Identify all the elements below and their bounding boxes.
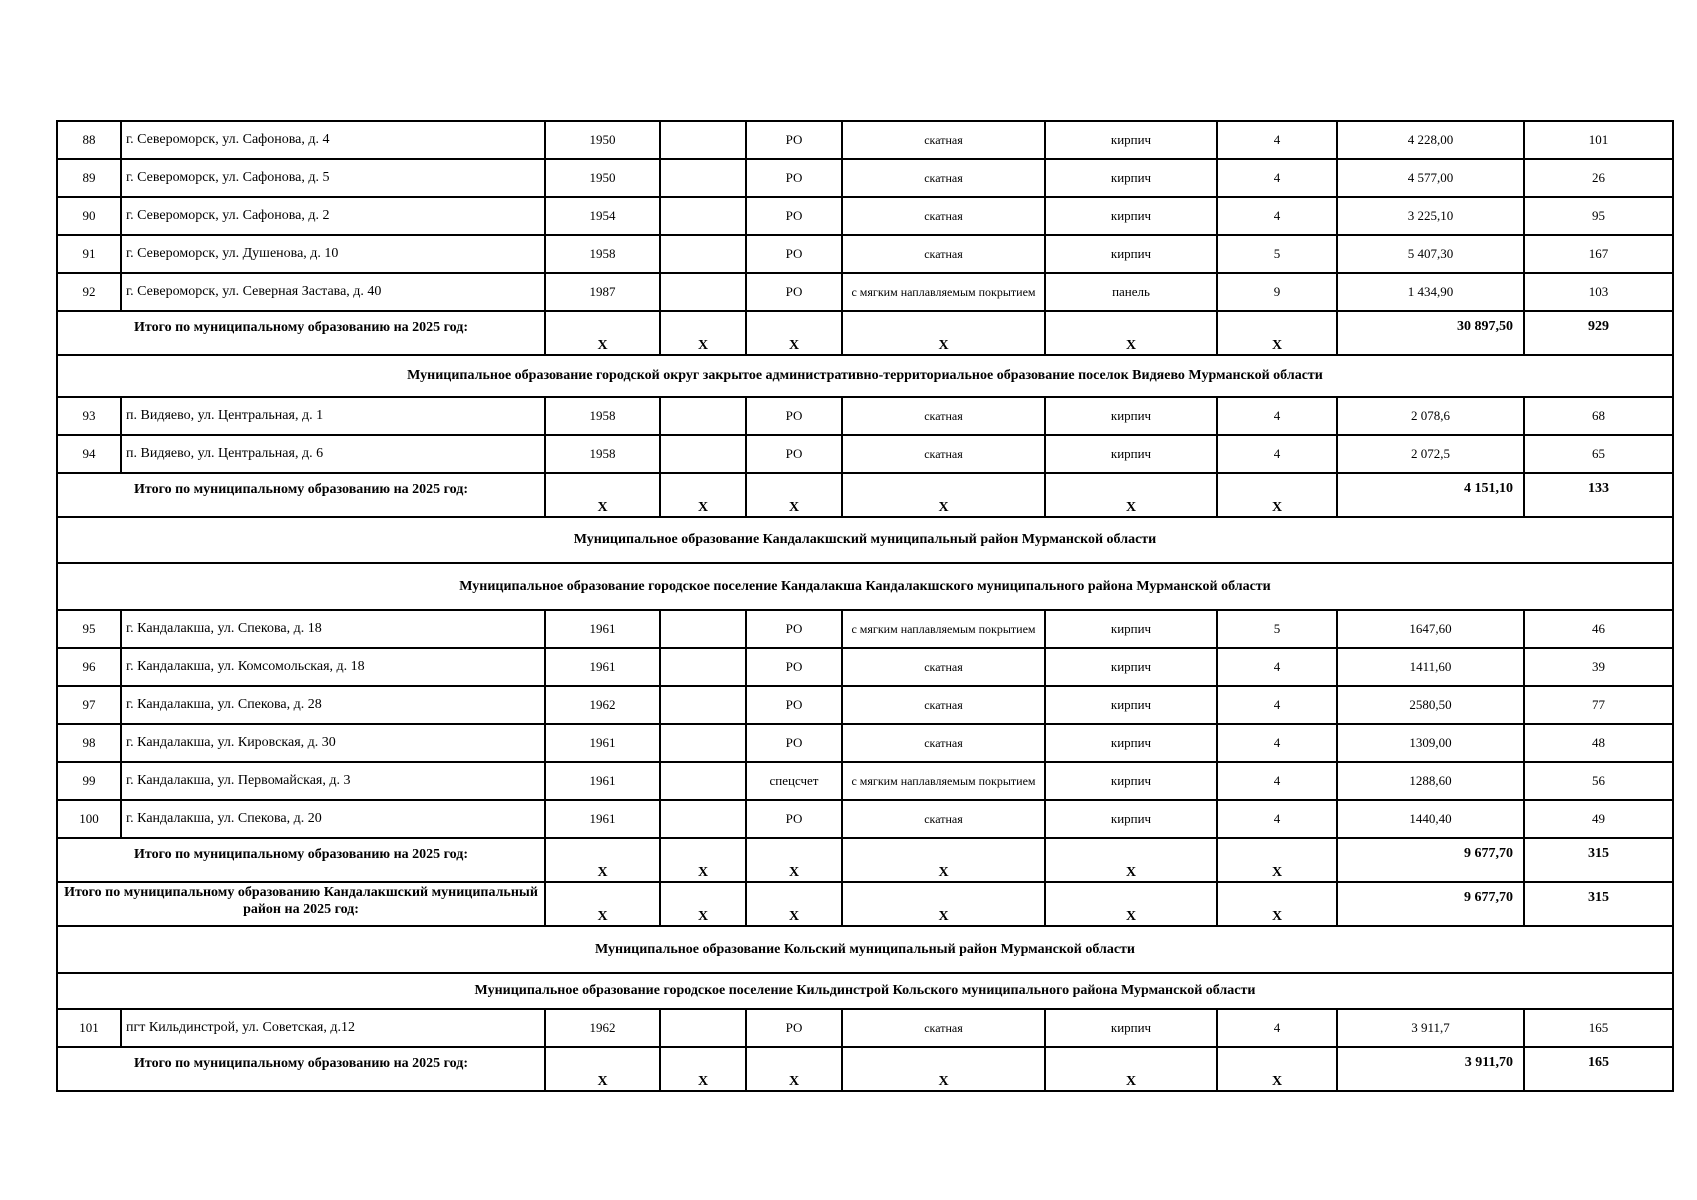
fund-formation-method: РО: [746, 121, 842, 159]
construction-year: 1962: [545, 1009, 660, 1047]
wall-material: кирпич: [1045, 762, 1217, 800]
house-address: г. Североморск, ул. Душенова, д. 10: [121, 235, 545, 273]
subtotal-area-sum: 3 911,70: [1337, 1047, 1524, 1091]
table-row: [57, 397, 1673, 435]
subtotal-row: [57, 838, 1673, 882]
subtotal-resident-count: 315: [1524, 838, 1673, 882]
total-area: 3 911,7: [1337, 1009, 1524, 1047]
empty-cell: [660, 762, 746, 800]
table-row: [57, 762, 1673, 800]
subtotal-x-mark: X: [660, 882, 746, 926]
wall-material: кирпич: [1045, 197, 1217, 235]
total-area: 1309,00: [1337, 724, 1524, 762]
fund-formation-method: РО: [746, 197, 842, 235]
municipality-title: Муниципальное образование Кандалакшский муниципальный район Мурманской области: [57, 517, 1673, 563]
subtotal-row: [57, 882, 1673, 926]
total-area: 2 078,6: [1337, 397, 1524, 435]
resident-count: 48: [1524, 724, 1673, 762]
house-address: г. Североморск, ул. Сафонова, д. 2: [121, 197, 545, 235]
floor-count: 4: [1217, 121, 1337, 159]
table-row: [57, 1009, 1673, 1047]
row-number: 89: [57, 159, 121, 197]
roof-type: скатная: [842, 397, 1045, 435]
empty-cell: [660, 235, 746, 273]
resident-count: 65: [1524, 435, 1673, 473]
subtotal-x-mark: X: [660, 473, 746, 517]
construction-year: 1961: [545, 648, 660, 686]
floor-count: 4: [1217, 800, 1337, 838]
row-number: 95: [57, 610, 121, 648]
municipality-header-row: [57, 926, 1673, 973]
floor-count: 4: [1217, 1009, 1337, 1047]
wall-material: кирпич: [1045, 159, 1217, 197]
total-area: 5 407,30: [1337, 235, 1524, 273]
subtotal-x-mark: X: [1217, 1047, 1337, 1091]
construction-year: 1950: [545, 121, 660, 159]
row-number: 88: [57, 121, 121, 159]
row-number: 93: [57, 397, 121, 435]
empty-cell: [660, 397, 746, 435]
construction-year: 1987: [545, 273, 660, 311]
subtotal-x-mark: X: [842, 1047, 1045, 1091]
subtotal-label: Итого по муниципальному образованию на 2025 год:: [57, 838, 545, 882]
subtotal-resident-count: 133: [1524, 473, 1673, 517]
roof-type: скатная: [842, 235, 1045, 273]
total-area: 3 225,10: [1337, 197, 1524, 235]
resident-count: 46: [1524, 610, 1673, 648]
table-row: [57, 610, 1673, 648]
subtotal-resident-count: 929: [1524, 311, 1673, 355]
subtotal-x-mark: X: [660, 1047, 746, 1091]
construction-year: 1962: [545, 686, 660, 724]
row-number: 99: [57, 762, 121, 800]
subtotal-x-mark: X: [1045, 838, 1217, 882]
roof-type: скатная: [842, 197, 1045, 235]
subtotal-x-mark: X: [1045, 311, 1217, 355]
total-area: 2 072,5: [1337, 435, 1524, 473]
roof-type: скатная: [842, 800, 1045, 838]
subtotal-row: [57, 473, 1673, 517]
municipality-header-row: [57, 517, 1673, 563]
capital-repair-register-table: [56, 120, 1674, 1092]
subtotal-x-mark: X: [545, 882, 660, 926]
total-area: 2580,50: [1337, 686, 1524, 724]
resident-count: 26: [1524, 159, 1673, 197]
house-address: п. Видяево, ул. Центральная, д. 1: [121, 397, 545, 435]
empty-cell: [660, 610, 746, 648]
house-address: г. Североморск, ул. Сафонова, д. 5: [121, 159, 545, 197]
subtotal-x-mark: X: [660, 838, 746, 882]
fund-formation-method: РО: [746, 435, 842, 473]
total-area: 1647,60: [1337, 610, 1524, 648]
subtotal-x-mark: X: [746, 838, 842, 882]
house-address: п. Видяево, ул. Центральная, д. 6: [121, 435, 545, 473]
subtotal-x-mark: X: [545, 838, 660, 882]
fund-formation-method: РО: [746, 273, 842, 311]
total-area: 1411,60: [1337, 648, 1524, 686]
subtotal-x-mark: X: [545, 473, 660, 517]
floor-count: 4: [1217, 686, 1337, 724]
wall-material: кирпич: [1045, 397, 1217, 435]
subtotal-row: [57, 1047, 1673, 1091]
wall-material: кирпич: [1045, 121, 1217, 159]
total-area: 4 577,00: [1337, 159, 1524, 197]
subtotal-resident-count: 165: [1524, 1047, 1673, 1091]
roof-type: скатная: [842, 435, 1045, 473]
roof-type: скатная: [842, 159, 1045, 197]
subtotal-area-sum: 9 677,70: [1337, 882, 1524, 926]
empty-cell: [660, 724, 746, 762]
house-address: г. Кандалакша, ул. Спекова, д. 18: [121, 610, 545, 648]
resident-count: 68: [1524, 397, 1673, 435]
table-row: [57, 686, 1673, 724]
subtotal-x-mark: X: [1217, 882, 1337, 926]
resident-count: 49: [1524, 800, 1673, 838]
fund-formation-method: РО: [746, 1009, 842, 1047]
empty-cell: [660, 435, 746, 473]
empty-cell: [660, 159, 746, 197]
subtotal-label: Итого по муниципальному образованию на 2025 год:: [57, 1047, 545, 1091]
fund-formation-method: РО: [746, 648, 842, 686]
wall-material: кирпич: [1045, 610, 1217, 648]
house-address: г. Кандалакша, ул. Кировская, д. 30: [121, 724, 545, 762]
table-row: [57, 273, 1673, 311]
row-number: 100: [57, 800, 121, 838]
subtotal-x-mark: X: [545, 311, 660, 355]
wall-material: кирпич: [1045, 686, 1217, 724]
floor-count: 5: [1217, 235, 1337, 273]
subtotal-x-mark: X: [1217, 311, 1337, 355]
subtotal-x-mark: X: [842, 882, 1045, 926]
resident-count: 101: [1524, 121, 1673, 159]
empty-cell: [660, 1009, 746, 1047]
subtotal-resident-count: 315: [1524, 882, 1673, 926]
wall-material: кирпич: [1045, 800, 1217, 838]
municipality-title: Муниципальное образование городское поселение Кандалакша Кандалакшского муниципального района Мурманской области: [57, 563, 1673, 610]
construction-year: 1961: [545, 800, 660, 838]
resident-count: 103: [1524, 273, 1673, 311]
empty-cell: [660, 686, 746, 724]
roof-type: с мягким наплавляемым покрытием: [842, 610, 1045, 648]
subtotal-x-mark: X: [1045, 1047, 1217, 1091]
floor-count: 4: [1217, 648, 1337, 686]
wall-material: панель: [1045, 273, 1217, 311]
subtotal-x-mark: X: [746, 1047, 842, 1091]
total-area: 1288,60: [1337, 762, 1524, 800]
fund-formation-method: РО: [746, 235, 842, 273]
roof-type: скатная: [842, 1009, 1045, 1047]
roof-type: с мягким наплавляемым покрытием: [842, 762, 1045, 800]
floor-count: 4: [1217, 435, 1337, 473]
municipality-header-row: [57, 563, 1673, 610]
subtotal-x-mark: X: [545, 1047, 660, 1091]
table-row: [57, 724, 1673, 762]
resident-count: 77: [1524, 686, 1673, 724]
fund-formation-method: РО: [746, 686, 842, 724]
house-address: пгт Кильдинстрой, ул. Советская, д.12: [121, 1009, 545, 1047]
subtotal-area-sum: 9 677,70: [1337, 838, 1524, 882]
construction-year: 1954: [545, 197, 660, 235]
house-address: г. Кандалакша, ул. Спекова, д. 28: [121, 686, 545, 724]
roof-type: скатная: [842, 724, 1045, 762]
resident-count: 165: [1524, 1009, 1673, 1047]
table-row: [57, 800, 1673, 838]
floor-count: 4: [1217, 762, 1337, 800]
row-number: 98: [57, 724, 121, 762]
wall-material: кирпич: [1045, 435, 1217, 473]
house-address: г. Кандалакша, ул. Комсомольская, д. 18: [121, 648, 545, 686]
municipality-title: Муниципальное образование Кольский муниципальный район Мурманской области: [57, 926, 1673, 973]
subtotal-row: [57, 311, 1673, 355]
row-number: 94: [57, 435, 121, 473]
empty-cell: [660, 648, 746, 686]
subtotal-x-mark: X: [1217, 473, 1337, 517]
roof-type: скатная: [842, 686, 1045, 724]
empty-cell: [660, 197, 746, 235]
fund-formation-method: РО: [746, 159, 842, 197]
subtotal-x-mark: X: [1045, 882, 1217, 926]
subtotal-label: Итого по муниципальному образованию на 2025 год:: [57, 311, 545, 355]
table-row: [57, 435, 1673, 473]
empty-cell: [660, 800, 746, 838]
municipality-header-row: [57, 355, 1673, 397]
subtotal-label: Итого по муниципальному образованию Кандалакшский муниципальный район на 2025 год:: [57, 882, 545, 926]
resident-count: 39: [1524, 648, 1673, 686]
floor-count: 5: [1217, 610, 1337, 648]
fund-formation-method: РО: [746, 800, 842, 838]
construction-year: 1958: [545, 235, 660, 273]
resident-count: 95: [1524, 197, 1673, 235]
row-number: 97: [57, 686, 121, 724]
subtotal-x-mark: X: [746, 311, 842, 355]
row-number: 90: [57, 197, 121, 235]
subtotal-x-mark: X: [842, 838, 1045, 882]
floor-count: 4: [1217, 724, 1337, 762]
table-row: [57, 197, 1673, 235]
subtotal-x-mark: X: [1217, 838, 1337, 882]
resident-count: 56: [1524, 762, 1673, 800]
floor-count: 4: [1217, 397, 1337, 435]
fund-formation-method: РО: [746, 397, 842, 435]
wall-material: кирпич: [1045, 648, 1217, 686]
construction-year: 1958: [545, 397, 660, 435]
construction-year: 1961: [545, 610, 660, 648]
construction-year: 1950: [545, 159, 660, 197]
table-row: [57, 159, 1673, 197]
wall-material: кирпич: [1045, 724, 1217, 762]
subtotal-x-mark: X: [660, 311, 746, 355]
resident-count: 167: [1524, 235, 1673, 273]
municipality-header-row: [57, 973, 1673, 1009]
subtotal-area-sum: 30 897,50: [1337, 311, 1524, 355]
fund-formation-method: РО: [746, 610, 842, 648]
empty-cell: [660, 121, 746, 159]
subtotal-label: Итого по муниципальному образованию на 2025 год:: [57, 473, 545, 517]
total-area: 4 228,00: [1337, 121, 1524, 159]
wall-material: кирпич: [1045, 1009, 1217, 1047]
roof-type: с мягким наплавляемым покрытием: [842, 273, 1045, 311]
empty-cell: [660, 273, 746, 311]
row-number: 92: [57, 273, 121, 311]
row-number: 101: [57, 1009, 121, 1047]
house-address: г. Кандалакша, ул. Спекова, д. 20: [121, 800, 545, 838]
house-address: г. Кандалакша, ул. Первомайская, д. 3: [121, 762, 545, 800]
floor-count: 9: [1217, 273, 1337, 311]
subtotal-x-mark: X: [1045, 473, 1217, 517]
construction-year: 1961: [545, 724, 660, 762]
row-number: 96: [57, 648, 121, 686]
total-area: 1440,40: [1337, 800, 1524, 838]
subtotal-x-mark: X: [842, 311, 1045, 355]
wall-material: кирпич: [1045, 235, 1217, 273]
municipality-title: Муниципальное образование городское поселение Кильдинстрой Кольского муниципального района Мурманской области: [57, 973, 1673, 1009]
total-area: 1 434,90: [1337, 273, 1524, 311]
fund-formation-method: РО: [746, 724, 842, 762]
subtotal-x-mark: X: [746, 473, 842, 517]
floor-count: 4: [1217, 159, 1337, 197]
construction-year: 1958: [545, 435, 660, 473]
house-address: г. Североморск, ул. Северная Застава, д. 40: [121, 273, 545, 311]
table-row: [57, 121, 1673, 159]
table-row: [57, 648, 1673, 686]
fund-formation-method: спецсчет: [746, 762, 842, 800]
house-address: г. Североморск, ул. Сафонова, д. 4: [121, 121, 545, 159]
subtotal-x-mark: X: [746, 882, 842, 926]
table-row: [57, 235, 1673, 273]
construction-year: 1961: [545, 762, 660, 800]
roof-type: скатная: [842, 648, 1045, 686]
row-number: 91: [57, 235, 121, 273]
subtotal-area-sum: 4 151,10: [1337, 473, 1524, 517]
subtotal-x-mark: X: [842, 473, 1045, 517]
floor-count: 4: [1217, 197, 1337, 235]
municipality-title: Муниципальное образование городской округ закрытое административно-территориальное образование поселок Видяево Мурманской области: [57, 355, 1673, 397]
roof-type: скатная: [842, 121, 1045, 159]
